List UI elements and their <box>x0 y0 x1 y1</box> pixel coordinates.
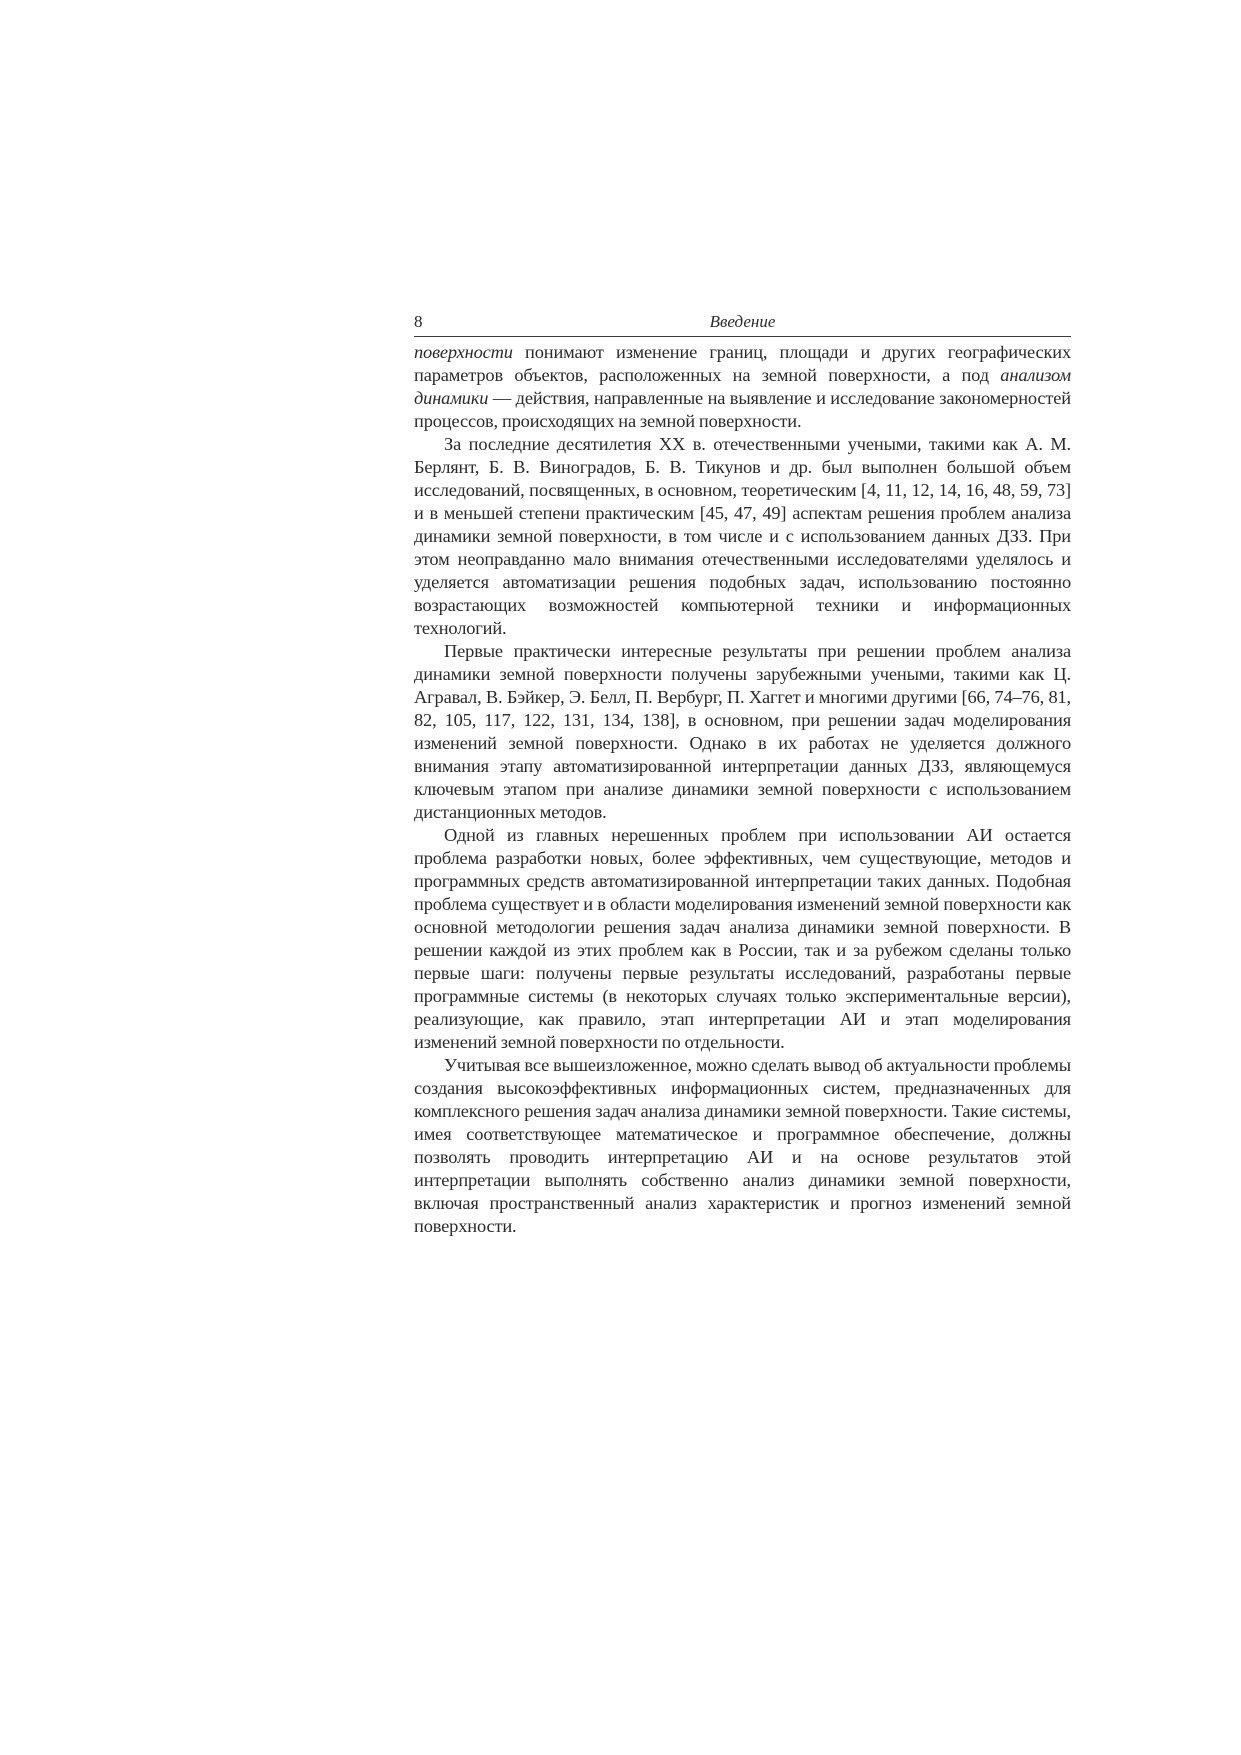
page-number: 8 <box>414 312 423 331</box>
paragraph-1-text-b: — действия, направленные на выявление и исследование закономерностей процессов, происходящих на земной поверхности. <box>414 388 1071 431</box>
italic-term-surface: поверхности <box>414 342 513 362</box>
paragraph-1-text-a: понимают изменение границ, площади и других географических параметров объектов, расположенных на земной поверхности, а под <box>414 342 1071 385</box>
italic-term-dynamics-analysis: анализом динамики <box>414 365 1071 408</box>
paragraph-1 <box>414 341 1071 433</box>
paragraph-3: Первые практически интересные результаты при решении проблем анализа динамики земной поверхности получены зарубежными учеными, такими как Ц. Агравал, В. Бэйкер, Э. Белл, П. Вербург, П. Хаггет и многими другими [66, 74–76, 81, 82, 105, 117, 122, 131, 134, 138], в основном, при решении задач моделирования изменений земной поверхности. Однако в их работах не уделяется должного внимания этапу автоматизированной интерпретации данных ДЗЗ, являющемуся ключевым этапом при анализе динамики земной поверхности с использованием дистанционных методов. <box>414 641 1071 822</box>
book-page <box>414 312 1071 1238</box>
running-head <box>414 312 1071 337</box>
paragraph-2: За последние десятилетия XX в. отечественными учеными, такими как А. М. Берлянт, Б. В. Виноградов, Б. В. Тикунов и др. был выполнен большой объем исследований, посвященных, в основном, теоретическим [4, 11, 12, 14, 16, 48, 59, 73] и в меньшей степени практическим [45, 47, 49] аспектам решения проблем анализа динамики земной поверхности, в том числе и с использованием данных ДЗЗ. При этом неоправданно мало внимания отечественными исследователями уделялось и уделяется автоматизации решения подобных задач, использованию постоянно возрастающих возможностей компьютерной техники и информационных технологий. <box>414 434 1071 638</box>
paragraph-5: Учитывая все вышеизложенное, можно сделать вывод об актуальности проблемы создания высокоэффективных информационных систем, предназначенных для комплексного решения задач анализа динамики земной поверхности. Такие системы, имея соответствующее математическое и программное обеспечение, должны позволять проводить интерпретацию АИ и на основе результатов этой интерпретации выполнять собственно анализ динамики земной поверхности, включая пространственный анализ характеристик и прогноз изменений земной поверхности. <box>414 1055 1071 1236</box>
section-title: Введение <box>709 312 776 331</box>
body-text <box>414 341 1071 1238</box>
paragraph-4: Одной из главных нерешенных проблем при использовании АИ остается проблема разработки новых, более эффективных, чем существующие, методов и программных средств автоматизированной интерпретации таких данных. Подобная проблема существует и в области моделирования изменений земной поверхности как основной методологии решения задач анализа динамики земной поверхности. В решении каждой из этих проблем как в России, так и за рубежом сделаны только первые шаги: получены первые результаты исследований, разработаны первые программные системы (в некоторых случаях только экспериментальные версии), реализующие, как правило, этап интерпретации АИ и этап моделирования изменений земной поверхности по отдельности. <box>414 825 1071 1052</box>
